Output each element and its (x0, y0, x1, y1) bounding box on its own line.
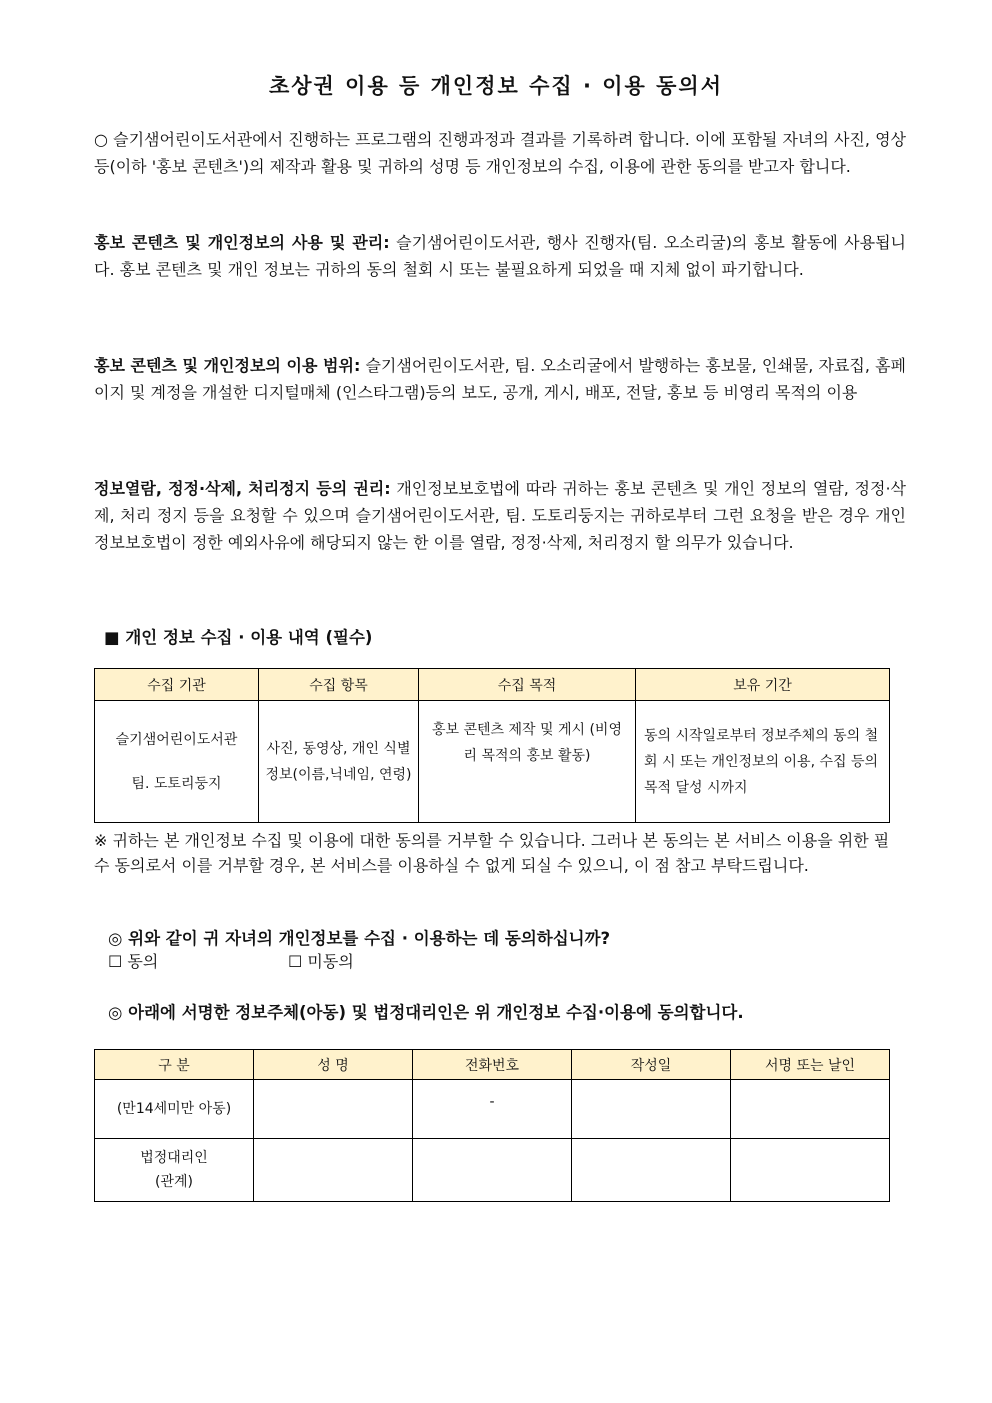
rights-body: 개인정보보호법에 따라 귀하는 홍보 콘텐츠 및 개인 정보의 열람, 정정·삭제, 처리 정지 등을 요청할 수 있으며 슬기샘어린이도서관, 팀. 도토리둥지는 귀하로부터 그런 요청을 받은 경우 개인정보보호법이 정한 예외사유에 해당되지 않는 한 이를 열람, 정정·삭제, 처리정지 할 의무가 있습니다. (94, 479, 906, 552)
header-name: 성 명 (254, 1050, 413, 1080)
signature-statement: ◎ 아래에 서명한 정보주체(아동) 및 법정대리인은 위 개인정보 수집·이용에 동의합니다. (108, 1003, 744, 1022)
agency-library: 슬기샘어린이도서관 (115, 731, 238, 748)
scope-body: 슬기샘어린이도서관, 팀. 오소리굴에서 발행하는 홍보물, 인쇄물, 자료집, 홈페이지 및 계정을 개설한 디지털매체 (인스타그램)등의 보도, 공개, 게시, 배포, 전달, 홍보 등 비영리 목적의 이용 (94, 356, 906, 402)
collection-section-heading: ■ 개인 정보 수집 · 이용 내역 (필수) (104, 628, 373, 647)
child-name-field[interactable] (254, 1080, 413, 1139)
header-signature: 서명 또는 날인 (731, 1050, 890, 1080)
agency-team: 팀. 도토리둥지 (131, 775, 222, 792)
usage-heading: 홍보 콘텐츠 및 개인정보의 사용 및 관리: (94, 233, 390, 252)
disagree-checkbox[interactable]: ☐ 미동의 (288, 952, 354, 971)
cell-purpose: 홍보 콘텐츠 제작 및 게시 (비영리 목적의 홍보 활동) (419, 701, 636, 823)
signature-table-header-row (95, 1050, 890, 1080)
guardian-date-field[interactable] (572, 1139, 731, 1202)
collection-table-row (95, 701, 890, 823)
child-label: (만14세미만 아동) (95, 1080, 254, 1139)
rights-heading: 정보열람, 정정·삭제, 처리정지 등의 권리: (94, 479, 391, 498)
cell-items: 사진, 동영상, 개인 식별정보(이름,닉네임, 연령) (259, 701, 419, 823)
header-date: 작성일 (572, 1050, 731, 1080)
guardian-label-main: 법정대리인 (140, 1150, 208, 1166)
header-items: 수집 항목 (259, 669, 419, 701)
child-row (95, 1080, 890, 1139)
scope-paragraph (94, 352, 906, 406)
usage-body: 슬기샘어린이도서관, 행사 진행자(팀. 오소리굴)의 홍보 활동에 사용됩니다. 홍보 콘텐츠 및 개인 정보는 귀하의 동의 철회 시 또는 불필요하게 되었을 때 지체 없이 파기합니다. (94, 233, 906, 279)
header-purpose: 수집 목적 (419, 669, 636, 701)
guardian-phone-field[interactable] (413, 1139, 572, 1202)
guardian-signature-field[interactable] (731, 1139, 890, 1202)
guardian-label (95, 1139, 254, 1202)
agree-checkbox[interactable]: ☐ 동의 (108, 952, 159, 971)
child-date-field[interactable] (572, 1080, 731, 1139)
guardian-name-field[interactable] (254, 1139, 413, 1202)
header-category: 구 분 (95, 1050, 254, 1080)
intro-paragraph: ○ 슬기샘어린이도서관에서 진행하는 프로그램의 진행과정과 결과를 기록하려 합니다. 이에 포함될 자녀의 사진, 영상 등(이하 '홍보 콘텐츠')의 제작과 활용 및 귀하의 성명 등 개인정보의 수집, 이용에 관한 동의를 받고자 합니다. (94, 130, 906, 176)
rights-paragraph (94, 475, 906, 556)
scope-heading: 홍보 콘텐츠 및 개인정보의 이용 범위: (94, 356, 361, 375)
consent-question: ◎ 위와 같이 귀 자녀의 개인정보를 수집 · 이용하는 데 동의하십니까? (108, 929, 611, 948)
cell-retention: 동의 시작일로부터 정보주체의 동의 철회 시 또는 개인정보의 이용, 수집 등의 목적 달성 시까지 (636, 701, 890, 823)
signature-table (94, 1049, 890, 1202)
child-signature-field[interactable] (731, 1080, 890, 1139)
usage-paragraph (94, 229, 906, 283)
collection-table (94, 668, 890, 823)
guardian-row (95, 1139, 890, 1202)
document-title: 초상권 이용 등 개인정보 수집 · 이용 동의서 (268, 74, 723, 98)
collection-table-header-row (95, 669, 890, 701)
child-phone-field[interactable]: - (413, 1080, 572, 1139)
header-agency: 수집 기관 (95, 669, 259, 701)
header-retention: 보유 기간 (636, 669, 890, 701)
header-phone: 전화번호 (413, 1050, 572, 1080)
guardian-label-relation: (관계) (155, 1174, 193, 1190)
cell-agency (95, 701, 259, 823)
refusal-notice: ※ 귀하는 본 개인정보 수집 및 이용에 대한 동의를 거부할 수 있습니다. 그러나 본 동의는 본 서비스 이용을 위한 필수 동의로서 이를 거부할 경우, 본 서비스를 이용하실 수 없게 되실 수 있으니, 이 점 참고 부탁드립니다. (94, 831, 890, 875)
